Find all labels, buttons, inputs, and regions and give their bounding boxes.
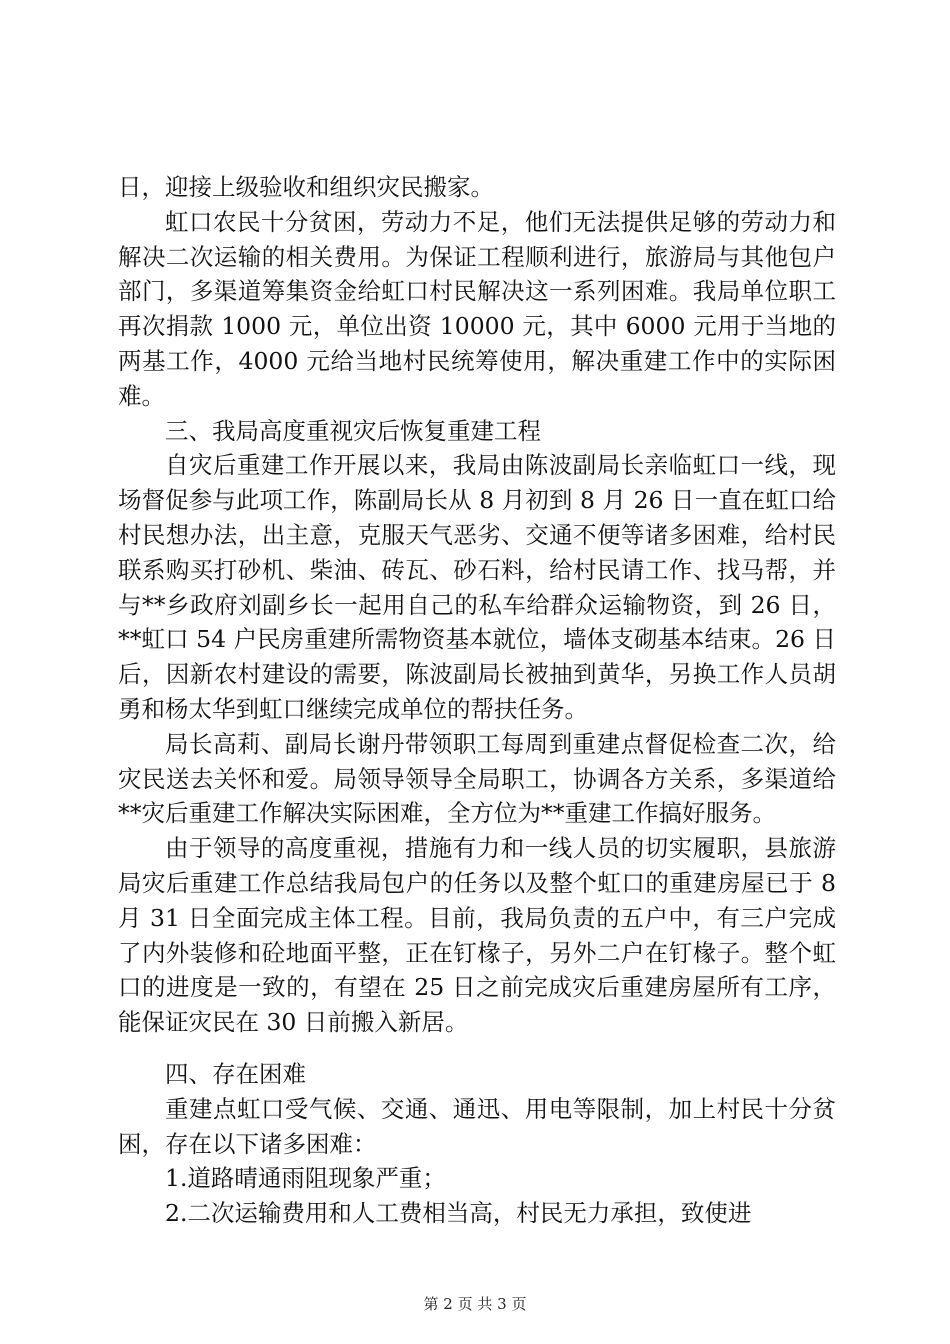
paragraph-reconstruction-start: 自灾后重建工作开展以来，我局由陈波副局长亲临虹口一线，现场督促参与此项工作，陈副局长从 8 月初到 8 月 26 日一直在虹口给村民想办法，出主意，克服天气恶劣、交通不便等诸多困难，给村民联系购买打砂机、柴油、砖瓦、砂石料，给村民请工作、找马帮，并与**乡政府刘副乡长一起用自己的私车给群众运输物资，到 26 日，**虹口 54 户民房重建所需物资基本就位，墙体支砌基本结束。26 日后，因新农村建设的需要，陈波副局长被抽到黄华，另换工作人员胡勇和杨太华到虹口继续完成单位的帮扶任务。: [118, 451, 836, 723]
paragraph-funding: 虹口农民十分贫困，劳动力不足，他们无法提供足够的劳动力和解决二次运输的相关费用。为保证工程顺利进行，旅游局与其他包户部门，多渠道筹集资金给虹口村民解决这一系列困难。我局单位职工再次捐款 1000 元，单位出资 10000 元，其中 6000 元用于当地的两基工作，4000 元给当地村民统筹使用，解决重建工作中的实际困难。: [118, 207, 836, 410]
paragraph-leadership-visits: 局长高莉、副局长谢丹带领职工每周到重建点督促检查二次，给灾民送去关怀和爱。局领导领导全局职工，协调各方关系，多渠道给**灾后重建工作解决实际困难，全方位为**重建工作搞好服务。: [118, 729, 836, 828]
paragraph-continuation: 日，迎接上级验收和组织灾民搬家。: [118, 173, 494, 201]
page-number-footer: 第 2 页 共 3 页: [423, 1295, 527, 1313]
paragraph-difficulties-intro: 重建点虹口受气候、交通、通迅、用电等限制，加上村民十分贫困，存在以下诸多困难：: [118, 1094, 836, 1158]
section-heading-3: 三、我局高度重视灾后恢复重建工程: [165, 416, 541, 445]
list-item-2: 2.二次运输费用和人工费相当高，村民无力承担，致使进: [165, 1199, 752, 1228]
paragraph-progress: 由于领导的高度重视，措施有力和一线人员的切实履职，县旅游局灾后重建工作总结我局包户的任务以及整个虹口的重建房屋已于 8 月 31 日全面完成主体工程。目前，我局负责的五户中，有三户完成了内外装修和砼地面平整，正在钉椽子，另外二户在钉椽子。整个虹口的进度是一致的，有望在 25 日之前完成灾后重建房屋所有工序，能保证灾民在 30 日前搬入新居。: [118, 834, 836, 1037]
section-heading-4: 四、存在困难: [165, 1059, 306, 1088]
list-item-1: 1.道路晴通雨阻现象严重；: [165, 1164, 446, 1193]
document-body: [118, 170, 836, 1231]
